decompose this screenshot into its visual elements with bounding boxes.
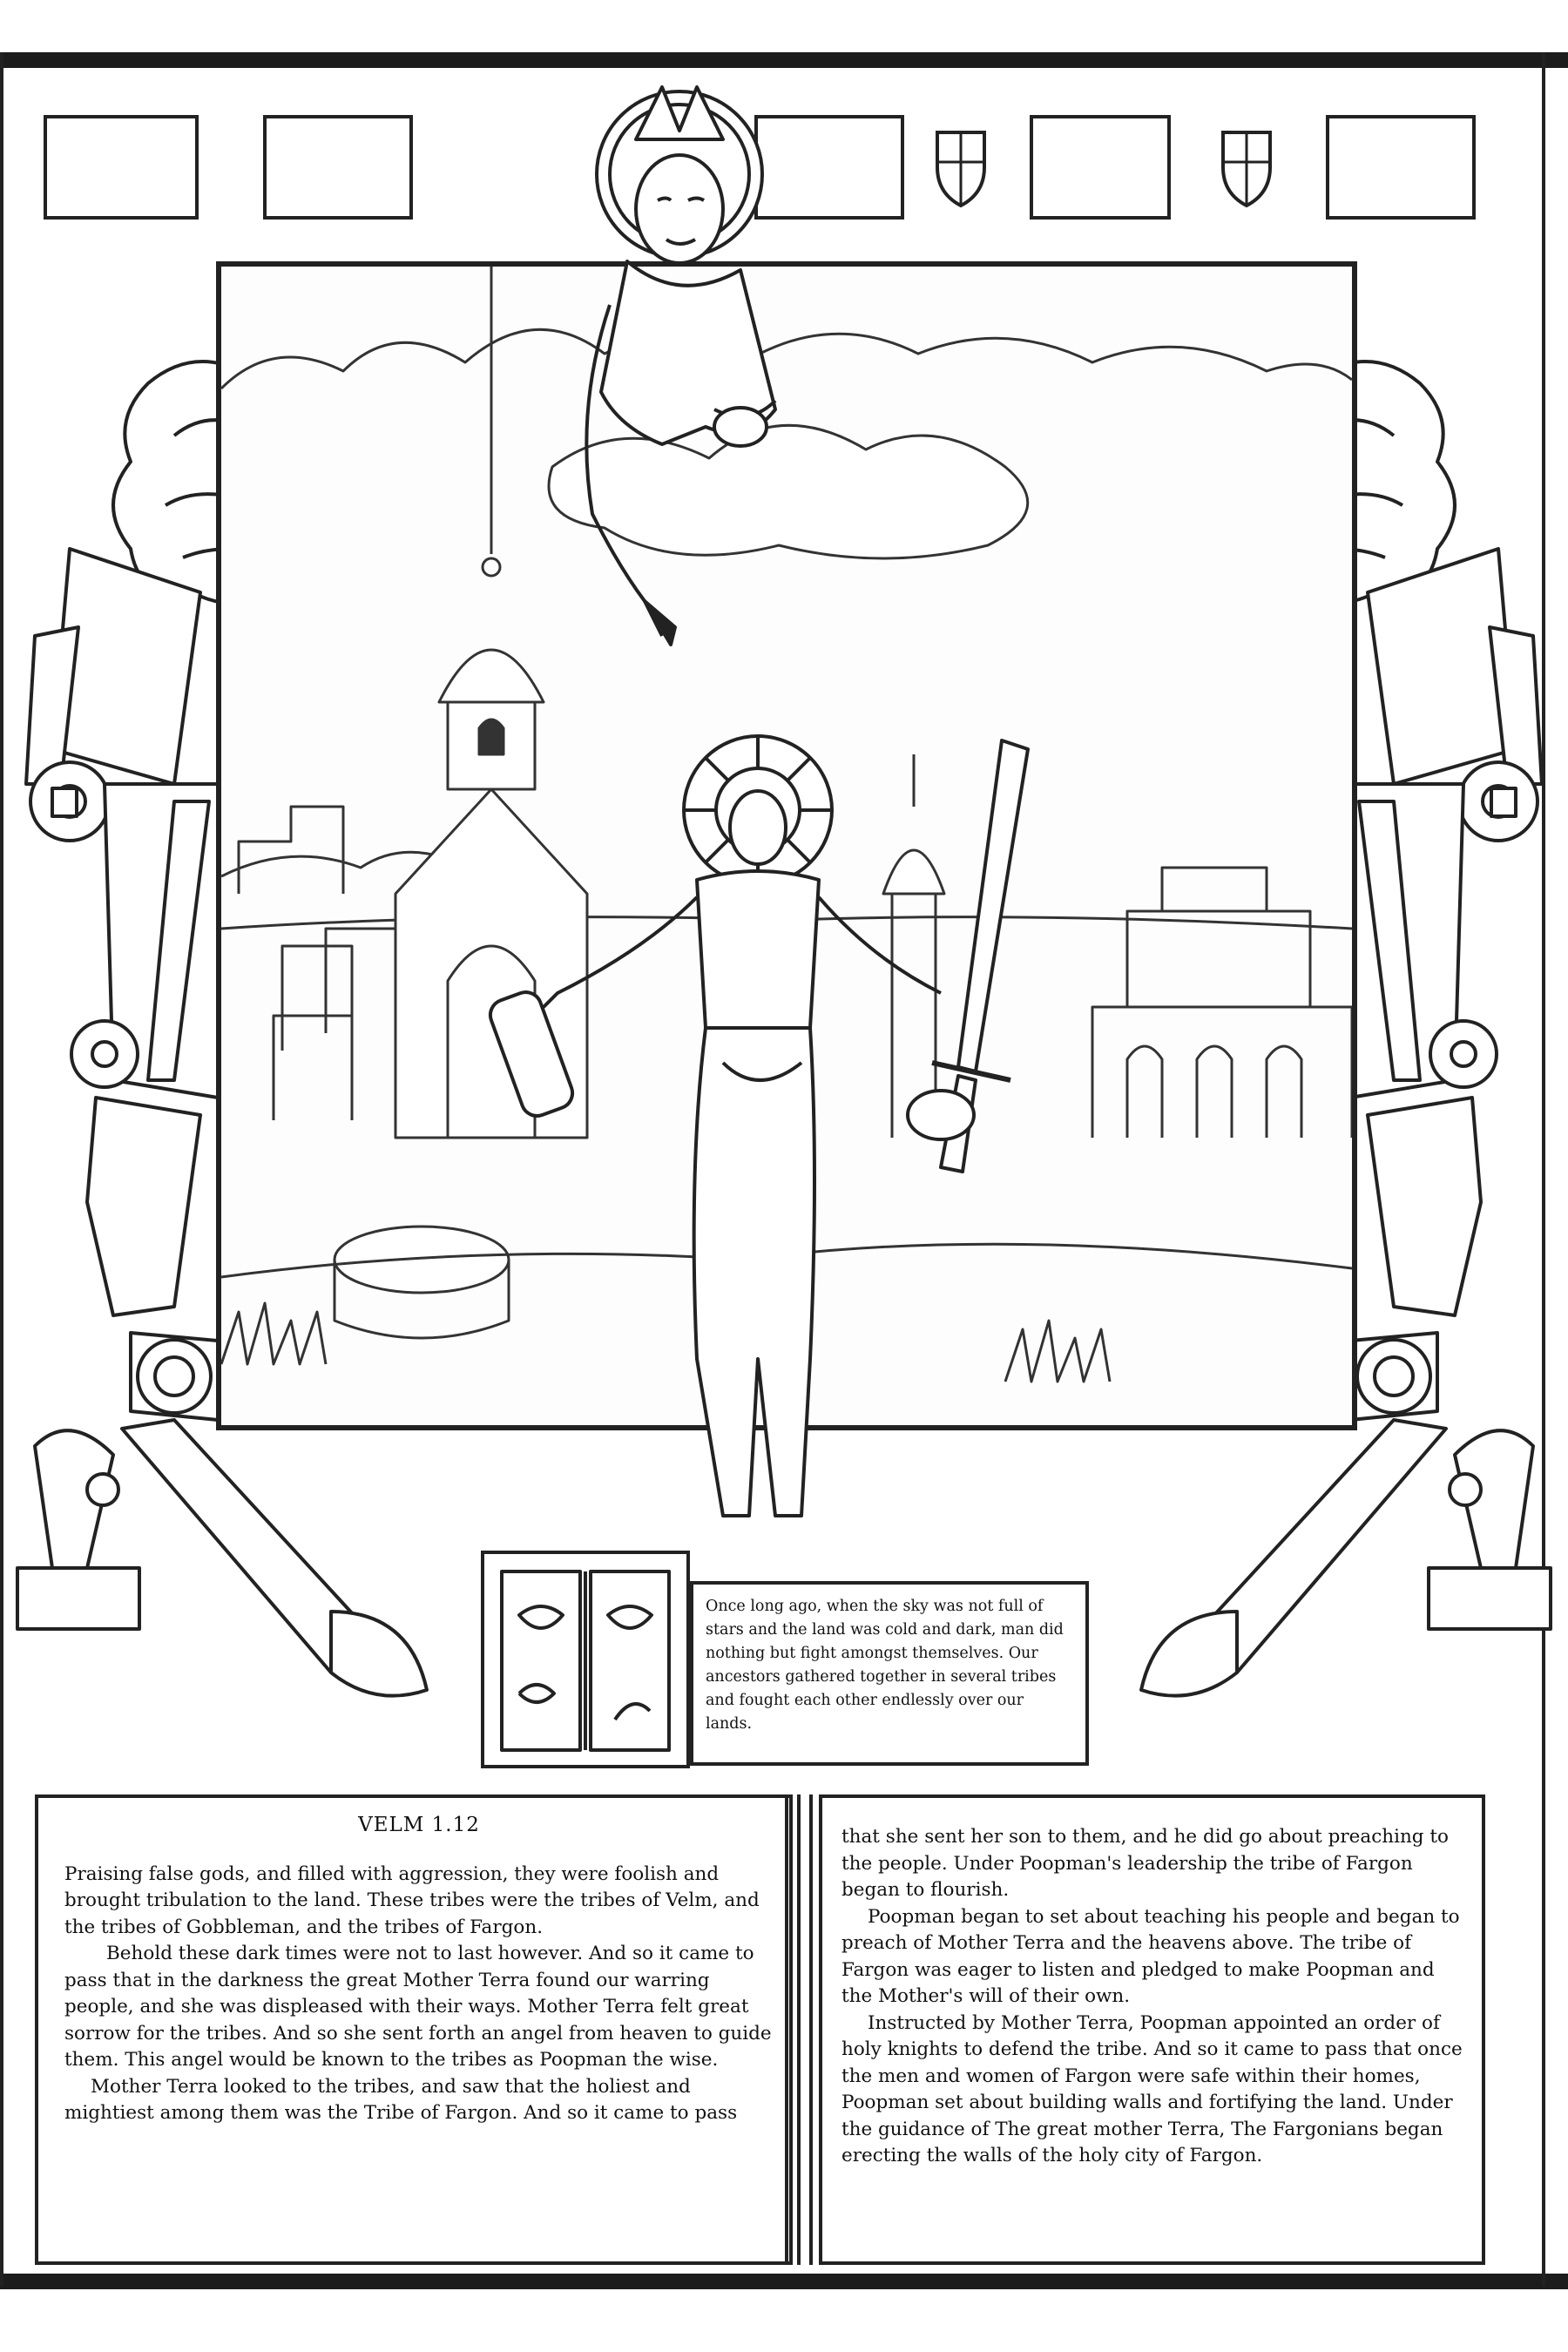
scripture-paragraph: Mother Terra looked to the tribes, and saw that the holiest and mightiest among them was the Tribe of Fargon. And so it came to pass — [64, 2075, 738, 2124]
header-box-1 — [44, 115, 199, 220]
caption-box — [690, 1581, 1089, 1766]
caption-text: Once long ago, when the sky was not full of stars and the land was cold and dark, man did nothing but fight amongst themselves. Our ancestors gathered together in several tribes and fought each other endlessly over our lands. — [706, 1598, 1064, 1733]
scripture-panel-left — [35, 1794, 793, 2265]
header-box-4 — [1030, 115, 1171, 220]
scripture-heading: VELM 1.12 — [358, 1814, 480, 1836]
panel-gutter — [780, 1794, 818, 2265]
scripture-paragraph: Behold these dark times were not to last however. And so it came to pass that in the darkness the great Mother Terra found our warring people, and she was displeased with their ways. Mother Terra felt great sorrow for the tribes. And so she sent forth an angel from heaven to guide them. This angel would be known to the tribes as Poopman the wise. — [64, 1943, 772, 2071]
scripture-paragraph: Praising false gods, and filled with aggression, they were foolish and brought tribulation to the land. These tribes were the tribes of Velm, and the tribes of Gobbleman, and the tribes of Fargon. — [64, 1862, 760, 1938]
header-box-2 — [263, 115, 413, 220]
goddess-figure — [488, 78, 871, 714]
bottom-border-rule — [0, 2274, 1568, 2289]
scripture-paragraph: Instructed by Mother Terra, Poopman appointed an order of holy knights to defend the tribe. And so it came to pass that once the men and women of Fargon were safe within their homes, Poopman set about building walls and fortifying the land. Under the guidance of The great mother Terra, The Fargonians began erecting the walls of the holy city of Fargon. — [841, 2011, 1463, 2166]
scripture-paragraph: Poopman began to set about teaching his people and began to preach of Mother Terra and the heavens above. The tribe of Fargon was eager to listen and pledged to make Poopman and the Mother's will of their own. — [841, 1905, 1460, 2007]
shield-icon — [1220, 129, 1274, 209]
double-door-icon — [484, 1554, 686, 1765]
door-panel — [481, 1551, 690, 1768]
top-border-rule — [0, 52, 1568, 68]
scripture-panel-right — [819, 1794, 1485, 2265]
shield-icon — [934, 129, 988, 209]
scripture-paragraph: that she sent her son to them, and he did go about preaching to the people. Under Poopman's leadership the tribe of Fargon began to flourish. — [841, 1826, 1449, 1901]
angel-figure — [488, 732, 1098, 1551]
header-box-5 — [1326, 115, 1476, 220]
